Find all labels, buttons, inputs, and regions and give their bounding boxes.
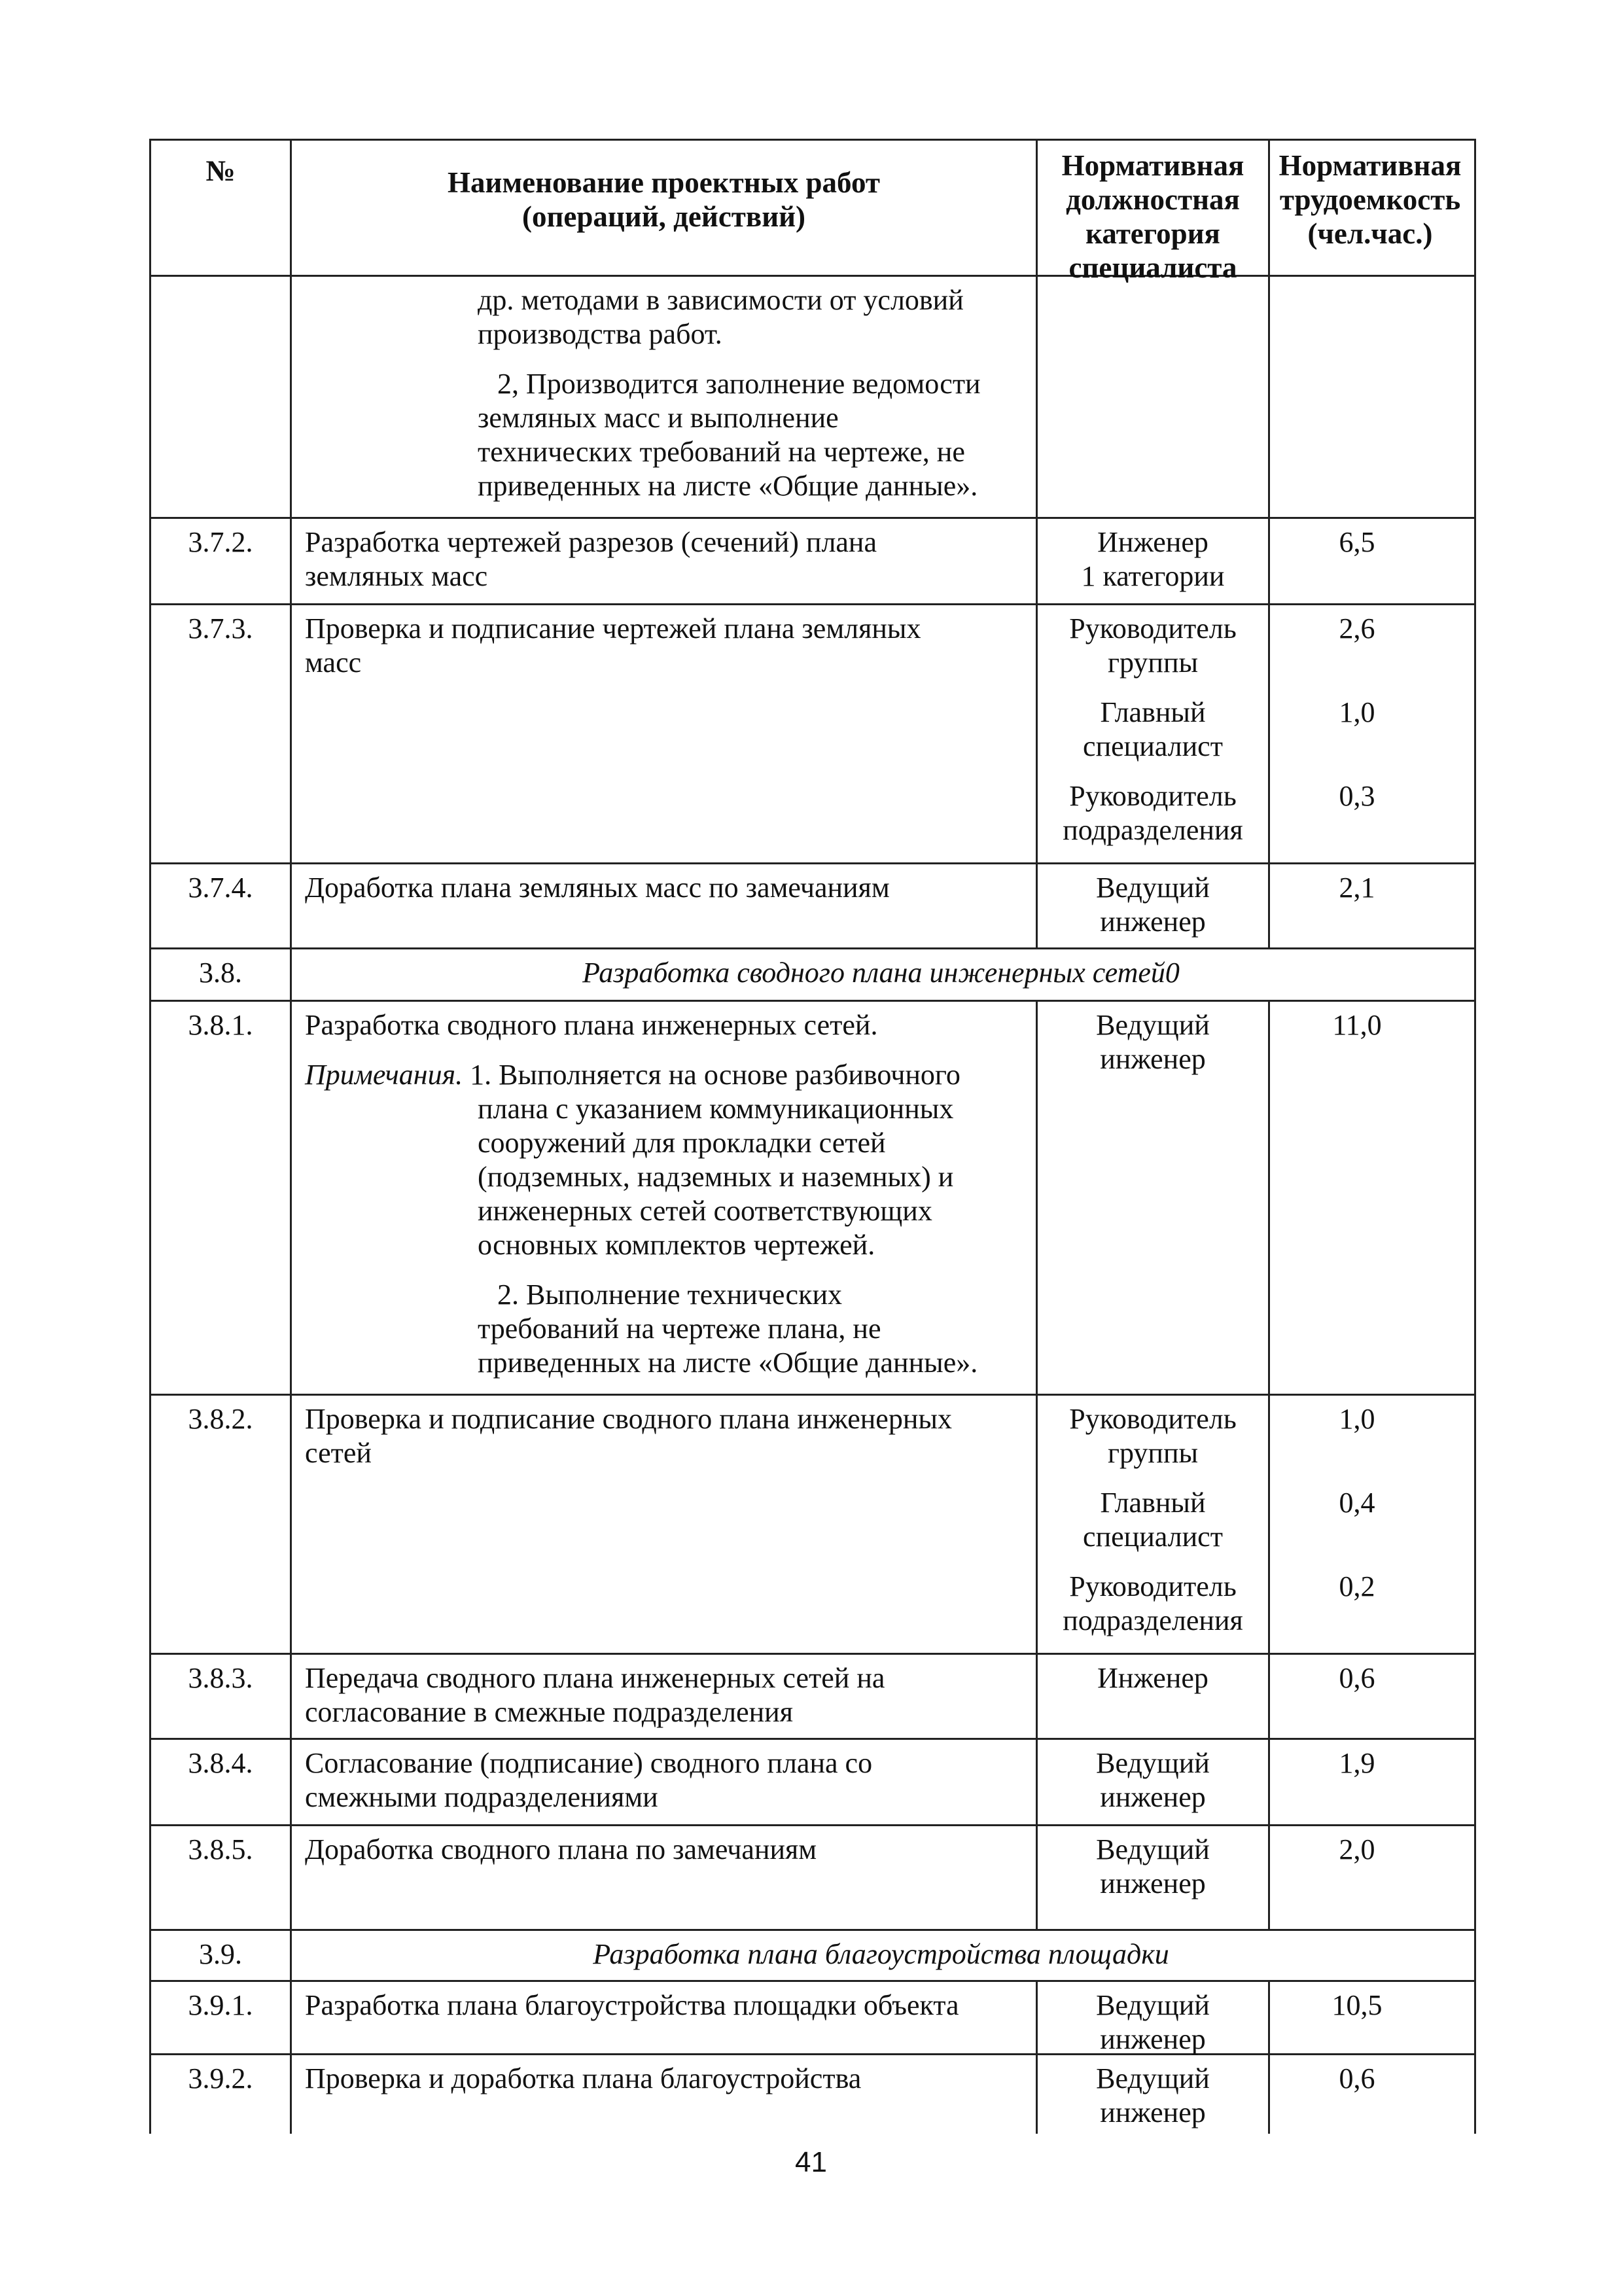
row-name-line2: смежными подразделениями: [305, 1781, 658, 1813]
row-name-line2: земляных масс: [305, 560, 488, 592]
row-name-line1: Согласование (подписание) сводного плана со: [305, 1747, 873, 1779]
row-category: [1038, 1396, 1270, 1653]
norms-table: [149, 139, 1476, 2134]
row-labor: [1270, 2055, 1470, 2134]
note-label: Примечания.: [305, 1059, 463, 1091]
page-number: 41: [795, 2146, 827, 2178]
row-name-line1: Проверка и подписание чертежей плана земляных: [305, 612, 921, 645]
row-cat-line2: инженер: [1100, 1781, 1206, 1813]
labor-b-value: 1,0: [1339, 696, 1375, 728]
row-labor: [1270, 1740, 1470, 1824]
row-category: [1038, 1002, 1270, 1394]
note2-line2: требований на чертеже плана, не: [478, 1313, 881, 1345]
row-labor-value: 0,6: [1339, 2062, 1375, 2094]
row-name-line2: согласование в смежные подразделения: [305, 1696, 793, 1728]
row-num-label: 3.7.2.: [188, 526, 253, 558]
row-labor-value: 11,0: [1332, 1009, 1382, 1041]
cat-b-line2: специалист: [1083, 1521, 1223, 1553]
row-labor: [1270, 605, 1470, 862]
header-name-line2: (операций, действий): [521, 200, 806, 233]
row-labor: [1270, 1396, 1470, 1653]
note-1: [305, 1058, 1024, 1262]
row-category: [1038, 605, 1270, 862]
row-num: [151, 1826, 292, 1929]
note2-line3: приведенных на листе «Общие данные».: [478, 1347, 978, 1379]
row-num-label: 3.8.5.: [188, 1833, 253, 1865]
cat-c-line1: Руководитель: [1069, 780, 1237, 812]
row-labor-value: 0,6: [1339, 1662, 1375, 1694]
header-cat-line2: должностная: [1066, 183, 1240, 216]
row-num-label: 3.8.1.: [188, 1009, 253, 1041]
row-num: [151, 519, 292, 603]
cat-c-line2: подразделения: [1063, 814, 1243, 846]
row-labor: [1270, 1982, 1470, 2053]
row-num-label: 3.8.2.: [188, 1403, 253, 1435]
cont-p2-line1: 2, Производится заполнение ведомости: [497, 368, 981, 400]
row-name: [292, 277, 1038, 517]
row-category: [1038, 1655, 1270, 1738]
table-row: [151, 1002, 1474, 1396]
table-row: [151, 519, 1474, 605]
row-name: [292, 1740, 1038, 1824]
cont-p2-line4: приведенных на листе «Общие данные».: [478, 470, 978, 502]
row-num-label: 3.7.3.: [188, 612, 253, 645]
row-num: [151, 1740, 292, 1824]
row-labor-value: 2,0: [1339, 1833, 1375, 1865]
row-category: [1038, 2055, 1270, 2134]
table-row: [151, 605, 1474, 864]
labor-a-value: 1,0: [1339, 1403, 1375, 1435]
table-row: [151, 1826, 1474, 1931]
row-name: [292, 1982, 1038, 2053]
header-category: [1038, 141, 1270, 284]
table-row: [151, 2055, 1474, 2134]
cat-c-line1: Руководитель: [1069, 1570, 1237, 1602]
cat-c-line2: подразделения: [1063, 1604, 1243, 1636]
note1-line5: инженерных сетей соответствующих: [478, 1195, 932, 1227]
row-category: [1038, 277, 1270, 517]
row-num: [151, 1655, 292, 1738]
row-num-label: 3.9.1.: [188, 1989, 253, 2021]
table-row: [151, 1396, 1474, 1655]
header-cat-line1: Нормативная: [1061, 149, 1244, 182]
table-row: [151, 1982, 1474, 2055]
labor-a-value: 2,6: [1339, 612, 1375, 645]
table-header: [151, 141, 1474, 284]
section-title: [292, 949, 1470, 1000]
row-labor: [1270, 519, 1470, 603]
row-name-line1: Проверка и доработка плана благоустройства: [305, 2062, 862, 2094]
row-cat-line2: инженер: [1100, 1043, 1206, 1075]
row-name: [292, 519, 1038, 603]
header-labor-line2: трудоемкость: [1279, 183, 1461, 216]
note1-line6: основных комплектов чертежей.: [478, 1229, 875, 1261]
section-row: [151, 1931, 1474, 1982]
header-labor: [1270, 141, 1470, 275]
cont-p2-line3: технических требований на чертеже, не: [478, 436, 965, 468]
row-name-line1: Разработка плана благоустройства площадки объекта: [305, 1989, 959, 2021]
row-cat-line1: Инженер: [1097, 526, 1208, 558]
row-cat-line1: Ведущий: [1096, 1747, 1210, 1779]
row-cat-line1: Ведущий: [1096, 1009, 1210, 1041]
labor-b-value: 0,4: [1339, 1487, 1375, 1519]
cat-b-line2: специалист: [1083, 730, 1223, 762]
row-category: [1038, 1740, 1270, 1824]
cat-a-line1: Руководитель: [1069, 1403, 1237, 1435]
row-num-label: 3.8.4.: [188, 1747, 253, 1779]
row-name: [292, 1396, 1038, 1653]
row-name-line2: сетей: [305, 1437, 372, 1469]
row-num: [151, 2055, 292, 2134]
table-row: [151, 1740, 1474, 1826]
section-title: [292, 1931, 1470, 1980]
row-cat-line2: инженер: [1100, 1867, 1206, 1899]
row-name: [292, 1826, 1038, 1929]
row-num: [151, 277, 292, 517]
row-name: [292, 2055, 1038, 2134]
note1-line2: плана с указанием коммуникационных: [478, 1093, 954, 1125]
row-num: [151, 605, 292, 862]
labor-c-value: 0,2: [1339, 1570, 1375, 1602]
note1-line4: (подземных, надземных и наземных) и: [478, 1161, 954, 1193]
row-labor: [1270, 1002, 1470, 1394]
row-name-line1: Разработка сводного плана инженерных сетей.: [305, 1009, 878, 1041]
table-row: [151, 277, 1474, 519]
header-name-line1: Наименование проектных работ: [448, 166, 880, 199]
labor-c-value: 0,3: [1339, 780, 1375, 812]
row-labor: [1270, 277, 1470, 517]
row-labor-value: 10,5: [1331, 1989, 1383, 2021]
section-title-text: Разработка плана благоустройства площадки: [593, 1938, 1169, 1970]
section-num: [151, 1931, 292, 1980]
table-row: [151, 864, 1474, 949]
row-category: [1038, 864, 1270, 947]
row-num: [151, 1982, 292, 2053]
row-cat-line1: Инженер: [1097, 1662, 1208, 1694]
row-cat-line2: инженер: [1100, 906, 1206, 938]
row-cat-line1: Ведущий: [1096, 1989, 1210, 2021]
header-num: [151, 141, 292, 275]
row-num: [151, 1396, 292, 1653]
header-name: [292, 141, 1038, 275]
row-num-label: 3.8.3.: [188, 1662, 253, 1694]
cat-b-line1: Главный: [1100, 1487, 1206, 1519]
row-labor-value: 6,5: [1339, 526, 1375, 558]
cont-line1: др. методами в зависимости от условий: [478, 284, 964, 316]
cat-a-line2: группы: [1107, 646, 1199, 679]
section-row: [151, 949, 1474, 1002]
row-name: [292, 1002, 1038, 1394]
section-num: [151, 949, 292, 1000]
note-2: [305, 1278, 1024, 1380]
row-name-line1: Передача сводного плана инженерных сетей на: [305, 1662, 885, 1694]
row-cat-line1: Ведущий: [1096, 1833, 1210, 1865]
row-labor: [1270, 1655, 1470, 1738]
row-cat-line1: Ведущий: [1096, 872, 1210, 904]
row-cat-line2: инженер: [1100, 2023, 1206, 2055]
header-num-label: №: [205, 154, 236, 187]
row-cat-line2: 1 категории: [1081, 560, 1225, 592]
note1-line1: 1. Выполняется на основе разбивочного: [463, 1059, 961, 1091]
row-name-line1: Доработка сводного плана по замечаниям: [305, 1833, 817, 1865]
cat-b-line1: Главный: [1100, 696, 1206, 728]
row-num-label: 3.7.4.: [188, 872, 253, 904]
cont-p2-line2: земляных масс и выполнение: [478, 402, 839, 434]
row-category: [1038, 1826, 1270, 1929]
header-labor-line1: Нормативная: [1278, 149, 1462, 182]
row-category: [1038, 519, 1270, 603]
row-num-label: 3.9.2.: [188, 2062, 253, 2094]
header-labor-line3: (чел.час.): [1307, 217, 1433, 250]
row-labor: [1270, 1826, 1470, 1929]
row-name: [292, 1655, 1038, 1738]
row-name-line1: Доработка плана земляных масс по замечаниям: [305, 872, 890, 904]
section-title-text: Разработка сводного плана инженерных сетей0: [582, 957, 1180, 989]
row-category: [1038, 1982, 1270, 2053]
note2-line1: 2. Выполнение технических: [497, 1279, 843, 1311]
cat-a-line1: Руководитель: [1069, 612, 1237, 645]
row-name: [292, 605, 1038, 862]
row-name-line1: Разработка чертежей разрезов (сечений) плана: [305, 526, 877, 558]
row-name-line1: Проверка и подписание сводного плана инженерных: [305, 1403, 952, 1435]
row-name: [292, 864, 1038, 947]
cat-a-line2: группы: [1107, 1437, 1199, 1469]
row-name-line2: масс: [305, 646, 362, 679]
row-labor-value: 2,1: [1339, 872, 1375, 904]
row-num: [151, 864, 292, 947]
row-num: [151, 1002, 292, 1394]
cont-line2: производства работ.: [478, 318, 722, 350]
header-cat-line4: специалиста: [1068, 251, 1237, 284]
header-cat-line3: категория: [1085, 217, 1220, 250]
row-labor-value: 1,9: [1339, 1747, 1375, 1779]
row-cat-line2: инженер: [1100, 2096, 1206, 2128]
row-labor: [1270, 864, 1470, 947]
section-num-label: 3.9.: [199, 1938, 242, 1970]
table-row: [151, 1655, 1474, 1740]
section-num-label: 3.8.: [199, 957, 242, 989]
note1-line3: сооружений для прокладки сетей: [478, 1127, 886, 1159]
row-cat-line1: Ведущий: [1096, 2062, 1210, 2094]
